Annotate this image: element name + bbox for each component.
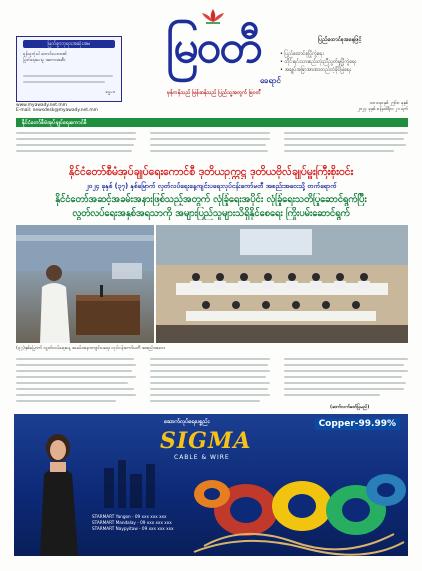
union-objective-1: • ပြည်ထောင်စုပြိုကွဲရေး bbox=[280, 51, 324, 57]
headline-line-4: လွတ်လပ်ရေးအနှစ်အရသာကို အများပြည်သူများသိရှိနိုင်စေရေး ကြိုးပမ်းဆောင်ရွက် bbox=[72, 208, 350, 219]
photo-caption: (၃၇)နှစ်မြောက် လွတ်လပ်ရေးနေ့ အခမ်းအနားကျင်းပရေး လုပ်ငန်းကော်မတီ အစည်းအဝေး bbox=[16, 346, 165, 351]
contact-block bbox=[16, 103, 156, 113]
dhamma-quote-source: ဓမ္မပဒ bbox=[105, 89, 115, 94]
ad-subtitle: CABLE & WIRE bbox=[174, 454, 230, 461]
ad-artwork-icon bbox=[14, 414, 408, 556]
ad-copper-tag: Copper-99.99% bbox=[315, 418, 400, 430]
section-banner-label: နိုင်ငံတော်စီမံအုပ်ချုပ်ရေးကောင်စီ bbox=[22, 120, 87, 126]
intro-columns bbox=[16, 130, 408, 164]
headline-line-3: နိုင်ငံတော်အဆင့်အခမ်းအနားဖြစ်သည့်အတွက် လုံခြုံရေးအပိုင်း လုံခြုံရေးသတိပြုဆောင်ရွက်ပြီး bbox=[55, 194, 367, 205]
ad-contact-2: STARMART Mandalay - 09 xxx xxx xxx bbox=[92, 520, 172, 525]
dhamma-quote-heading: မြတ်စွာဘုရားအဆုံးအမ bbox=[23, 40, 115, 48]
ad-contact-3: STARMART Naypyitaw - 09 xxx xxx xxx bbox=[92, 526, 174, 531]
website[interactable]: www.myawady.net.mm bbox=[16, 103, 67, 108]
dhamma-quote-box bbox=[16, 36, 122, 102]
email[interactable]: E-mail: newsdesk@myawady.net.mm bbox=[16, 108, 98, 113]
issue-date-block bbox=[274, 101, 408, 113]
meeting-room-icon bbox=[156, 225, 408, 343]
dhamma-quote-line-2: မြတ်ရေးပေးမှု အတားအဆီး bbox=[23, 57, 66, 63]
news-photo-speaker bbox=[16, 225, 154, 343]
headline-line-2: ၂၀၂၄ ခုနှစ် (၃၇) နှစ်မြောက် လှတ်လပ်ရေးနေ့ကျင်းပရေးလုပ်ငန်းကော်မတီ အစည်းအဝေးသို့ တက်ရောက် bbox=[85, 182, 337, 190]
news-photo-meeting bbox=[156, 225, 408, 343]
section-banner bbox=[16, 118, 408, 127]
continued-note: (ဆက်လက်ဖော်ပြမည်) bbox=[330, 405, 370, 410]
masthead-tagline: မှန်ကန်သည် မြန်ဆန်သည် ပြည်သူ့အတွက် မြဝတီ bbox=[167, 90, 261, 96]
union-objective-3: • အချုပ်အခြာအာဏာတည်တံ့ခိုင်မြဲရေး bbox=[280, 67, 352, 73]
ad-contact-1: STARMART Yangon - 09 xxx xxx xxx bbox=[92, 514, 167, 519]
sigma-cable-advertisement bbox=[14, 414, 408, 556]
speaker-figure-icon bbox=[16, 225, 154, 343]
dhamma-quote-line-1: ရန်သူတုံးပါ တောင်ပေးလာ၏ bbox=[23, 51, 67, 56]
union-objectives-heading: ပြည်ထောင်စုအနေဖြင့် bbox=[318, 37, 362, 43]
headline-line-1: နိုင်ငံတော်စီမံအုပ်ချုပ်ရေးကောင်စီ ဒုတိယဥက္ကဋ္ဌ ဒုတိယဗိုလ်ချုပ်မှူးကြီးစိုးဝင်း bbox=[68, 166, 354, 178]
issue-date-line-2: ၂၀၂၄ ခုနှစ် ဇန်နဝါရီလ ၂၁ ရက် bbox=[357, 107, 408, 112]
ad-header: ဆောက်လုပ်ရေးပစ္စည်း bbox=[164, 419, 210, 425]
issue-date-line-1: သာသနာနှစ် ၂၅၆၈ ခုနှစ် bbox=[369, 101, 408, 106]
masthead-title: မြဝတီ bbox=[165, 22, 261, 73]
ad-brand: SIGMA bbox=[160, 428, 252, 454]
union-objectives-box bbox=[272, 30, 408, 100]
masthead bbox=[148, 12, 278, 72]
masthead-suffix: ခေရာင် bbox=[260, 76, 281, 85]
ad-contacts bbox=[92, 514, 232, 532]
union-objective-2: • တိုင်းရင်းသားစည်းလုံးညီညွတ်မှုပြိုကွဲရေး bbox=[280, 59, 357, 65]
